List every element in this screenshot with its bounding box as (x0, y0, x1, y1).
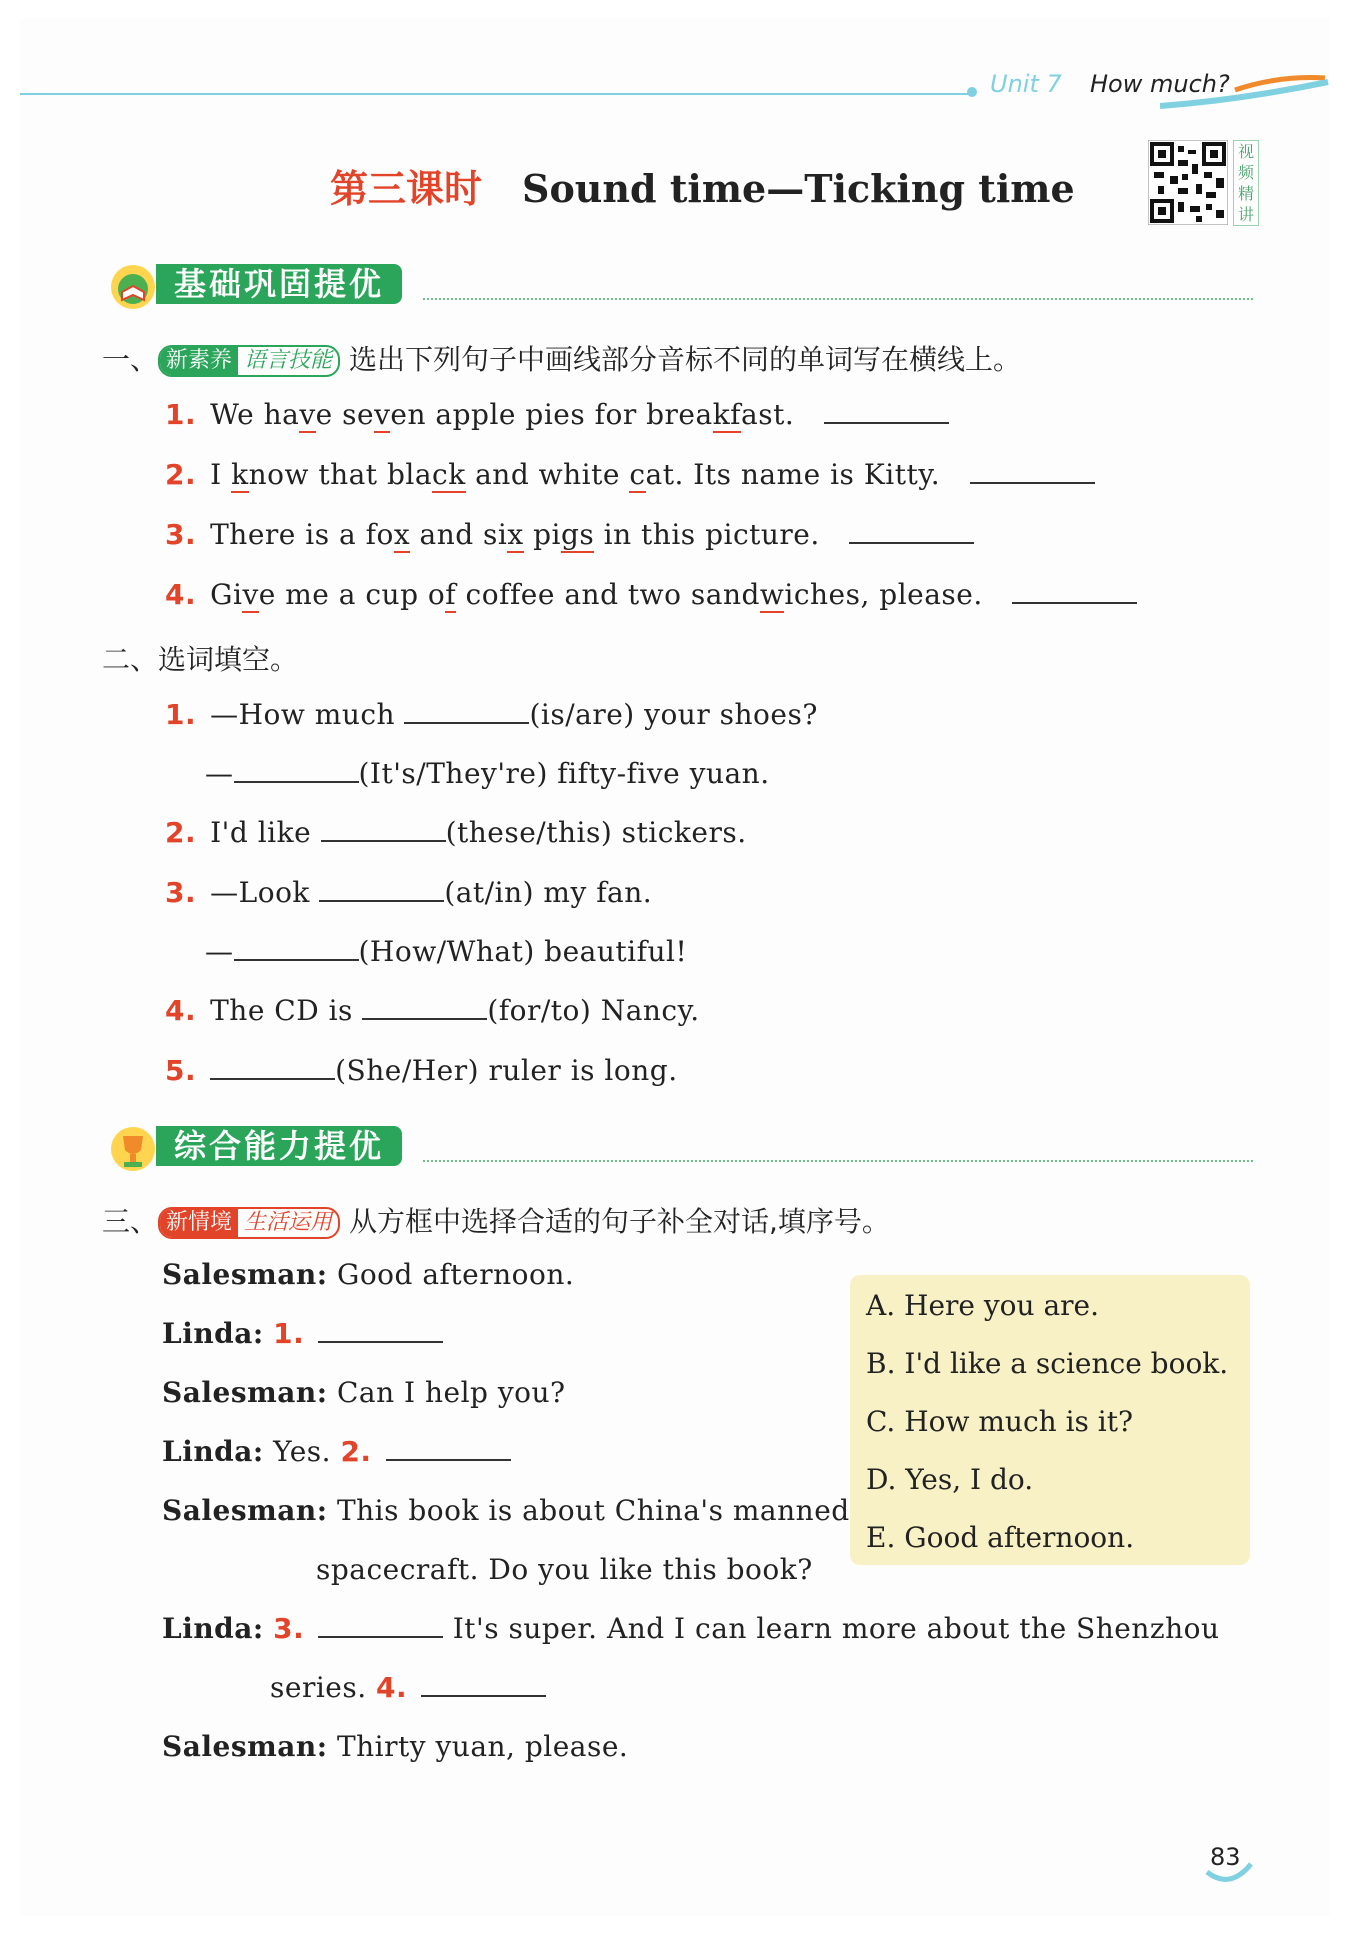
utterance: It's super. And I can learn more about the Shenzhou (452, 1612, 1220, 1645)
answer-blank[interactable] (1012, 580, 1137, 604)
underlined-letter: f (445, 578, 457, 611)
text: ast. (741, 398, 795, 431)
q1-item (165, 578, 1137, 611)
underlined-letter: f (730, 398, 742, 431)
badge-left: 新情境 (160, 1209, 238, 1237)
q2-item (165, 876, 652, 909)
options-box (850, 1275, 1250, 1565)
text: iches, please. (784, 578, 983, 611)
item-number: 2. (340, 1435, 372, 1468)
q1-item (165, 518, 974, 551)
qr-label-char: 视 (1237, 142, 1254, 161)
underlined-letter: v (242, 578, 259, 611)
globe-book-icon (108, 262, 158, 312)
lesson-en: Sound time—Ticking time (522, 166, 1075, 211)
utterance: series. (270, 1671, 367, 1704)
answer-blank[interactable] (234, 759, 359, 783)
option-b: B. I'd like a science book. (866, 1347, 1229, 1380)
item-number: 4. (376, 1671, 408, 1704)
question-instruction: 从方框中选择合适的句子补全对话,填序号。 (348, 1205, 890, 1238)
text: We (210, 398, 264, 431)
text: (It's/They're) fifty-five yuan. (358, 757, 770, 790)
speaker: Salesman: (162, 1258, 328, 1291)
speaker: Salesman: (162, 1376, 328, 1409)
answer-blank[interactable] (386, 1437, 511, 1461)
text: (How/What) beautiful! (358, 935, 688, 968)
speaker: Salesman: (162, 1730, 328, 1763)
text: pi (523, 518, 561, 551)
text: now that bla (248, 458, 433, 491)
qr-label-char: 频 (1237, 163, 1254, 182)
item-number: 4. (165, 578, 197, 611)
item-number: 1. (273, 1317, 305, 1350)
q1-item (165, 458, 1095, 491)
section-divider (423, 298, 1253, 300)
qr-code-icon[interactable] (1148, 140, 1228, 225)
context-badge (158, 1207, 340, 1239)
answer-blank[interactable] (404, 700, 529, 724)
text: I'd like (210, 816, 321, 849)
skill-badge (158, 345, 340, 377)
badge-right: 语言技能 (244, 348, 333, 373)
text: and white (465, 458, 630, 491)
section-banner-comprehensive (108, 1124, 1258, 1170)
header-dot (967, 87, 977, 97)
text: coffee and two sand (456, 578, 760, 611)
text: (for/to) Nancy. (487, 994, 700, 1027)
lesson-cn: 第三课时 (330, 167, 483, 211)
answer-blank[interactable] (210, 1056, 335, 1080)
item-number: 1. (165, 698, 197, 731)
text: in this picture. (594, 518, 820, 551)
text: —Look (210, 876, 320, 909)
utterance: Thirty yuan, please. (336, 1730, 629, 1763)
question-1-header (102, 338, 1021, 378)
text: There is a fo (210, 518, 394, 551)
section-banner-basic (108, 262, 1258, 308)
text: —How much (210, 698, 405, 731)
question-number: 一、 (102, 343, 159, 376)
section-divider (423, 1160, 1253, 1162)
text: and si (410, 518, 508, 551)
utterance: This book is about China's manned (336, 1494, 850, 1527)
answer-blank[interactable] (421, 1673, 546, 1697)
option-e: E. Good afternoon. (866, 1521, 1135, 1554)
unit-label: Unit 7 (990, 70, 1062, 98)
dialog-line (162, 1435, 511, 1468)
text: — (205, 935, 234, 968)
underlined-letter: v (299, 398, 316, 431)
speaker: Salesman: (162, 1494, 328, 1527)
section-title: 综合能力提优 (156, 1126, 402, 1166)
utterance: Good afternoon. (336, 1258, 575, 1291)
text: se (342, 398, 375, 431)
item-number: 5. (165, 1054, 197, 1087)
dialog-line (162, 1258, 574, 1291)
utterance: Yes. (273, 1435, 332, 1468)
q2-item (165, 994, 700, 1027)
item-number: 3. (165, 876, 197, 909)
item-number: 3. (273, 1612, 305, 1645)
underlined-letter: gs (560, 518, 595, 551)
text: The CD is (210, 994, 363, 1027)
item-number: 2. (165, 458, 197, 491)
q1-item (165, 398, 949, 431)
option-d: D. Yes, I do. (866, 1463, 1034, 1496)
speaker: Linda: (162, 1435, 264, 1468)
answer-blank[interactable] (319, 878, 444, 902)
badge-right: 生活运用 (244, 1210, 333, 1235)
dialog-line (162, 1730, 628, 1763)
utterance: Can I help you? (336, 1376, 566, 1409)
underlined-letter: k (231, 458, 249, 491)
answer-blank[interactable] (318, 1319, 443, 1343)
dialog-line-cont: spacecraft. Do you like this book? (316, 1553, 813, 1586)
dialog-line (162, 1376, 566, 1409)
text: (these/this) stickers. (445, 816, 747, 849)
text: (is/are) your shoes? (529, 698, 818, 731)
header-rule (20, 93, 970, 95)
section-title: 基础巩固提优 (156, 264, 402, 304)
dialog-line (162, 1317, 443, 1350)
item-number: 1. (165, 398, 197, 431)
page-number-arc (1205, 1860, 1255, 1888)
dialog-line (162, 1494, 850, 1527)
swoosh-decoration (1160, 70, 1330, 110)
question-2-header: 二、选词填空。 (102, 643, 299, 676)
text: I (210, 458, 232, 491)
page-number: 83 (1210, 1843, 1241, 1871)
underlined-letter: v (374, 398, 391, 431)
answer-blank[interactable] (234, 937, 359, 961)
badge-left: 新素养 (160, 347, 238, 375)
trophy-icon (108, 1124, 158, 1174)
text: Gi (210, 578, 243, 611)
answer-blank[interactable] (824, 400, 949, 424)
question-number: 三、 (102, 1205, 159, 1238)
text: (She/Her) ruler is long. (335, 1054, 678, 1087)
answer-blank[interactable] (362, 996, 487, 1020)
text: ha (263, 398, 300, 431)
text: (at/in) my fan. (444, 876, 653, 909)
underlined-letter: c (629, 458, 646, 491)
underlined-letter: w (759, 578, 785, 611)
text: en apple pies for brea (390, 398, 713, 431)
speaker: Linda: (162, 1612, 264, 1645)
dialog-line-cont (270, 1671, 546, 1704)
underlined-letter: x (507, 518, 524, 551)
text: e me a cup o (258, 578, 446, 611)
item-number: 2. (165, 816, 197, 849)
video-explain-label[interactable] (1233, 140, 1259, 226)
item-number: 4. (165, 994, 197, 1027)
item-number: 3. (165, 518, 197, 551)
answer-blank[interactable] (318, 1614, 443, 1638)
question-instruction: 选出下列句子中画线部分音标不同的单词写在横线上。 (348, 343, 1021, 376)
text: at. Its name is Kitty. (645, 458, 941, 491)
q2-item (205, 757, 770, 790)
underlined-letter: x (393, 518, 411, 551)
option-c: C. How much is it? (866, 1405, 1134, 1438)
answer-blank[interactable] (849, 520, 974, 544)
question-3-header (102, 1200, 890, 1240)
qr-label-char: 讲 (1237, 205, 1254, 224)
option-a: A. Here you are. (866, 1289, 1100, 1322)
speaker: Linda: (162, 1317, 264, 1350)
q2-item (165, 698, 818, 731)
underlined-letter: k (712, 398, 731, 431)
qr-label-char: 精 (1237, 184, 1254, 203)
text: — (205, 757, 234, 790)
answer-blank[interactable] (321, 818, 446, 842)
unit-title: How much? (1090, 70, 1230, 98)
q2-item (165, 1054, 678, 1087)
q2-item (165, 816, 747, 849)
dialog-line (162, 1612, 1220, 1645)
text: e (315, 398, 343, 431)
q2-item (205, 935, 687, 968)
underlined-letter: ck (432, 458, 466, 491)
answer-blank[interactable] (970, 460, 1095, 484)
lesson-title (330, 158, 1075, 213)
